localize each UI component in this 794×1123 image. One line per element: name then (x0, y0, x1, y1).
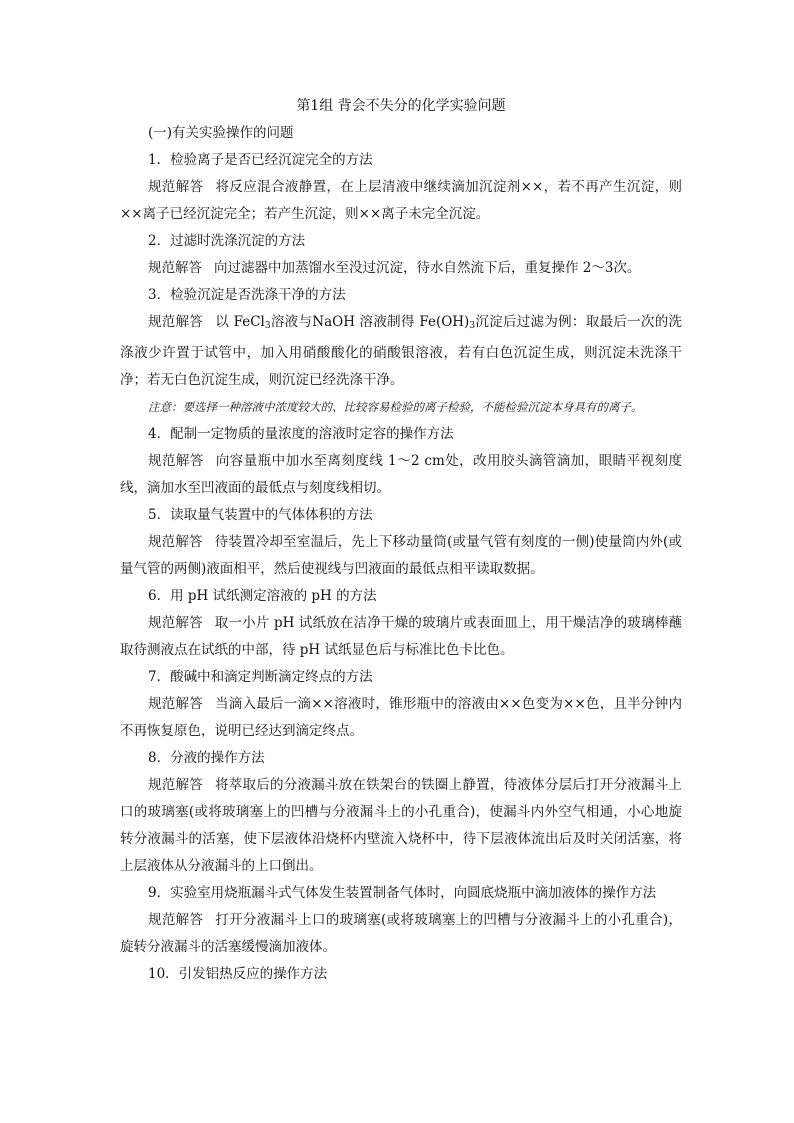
answer-text: 当滴入最后一滴××溶液时，锥形瓶中的溶液由××色变为××色，且半分钟内不再恢复原色，说明已经达到滴定终点。 (120, 696, 683, 739)
answer-text: 待装置冷却至室温后，先上下移动量筒(或量气管有刻度的一侧)使量筒内外(或量气管的两侧)液面相平，然后使视线与凹液面的最低点相平读取数据。 (120, 534, 682, 577)
answer-text: 以 FeCl (215, 314, 265, 330)
item-answer (120, 174, 682, 228)
document-content (120, 93, 682, 988)
note-text: 注意：要选择一种溶液中浓度较大的、比较容易检验的离子检验，不能检验沉淀本身具有的离子。 (148, 400, 643, 414)
answer-label: 规范解答 (148, 314, 204, 330)
answer-text: 将反应混合液静置，在上层清液中继续滴加沉淀剂××，若不再产生沉淀，则××离子已经沉淀完全；若产生沉淀，则××离子未完全沉淀。 (120, 179, 683, 222)
item-heading: 6．用 pH 试纸测定溶液的 pH 的方法 (148, 588, 377, 604)
page-title: 第1组 背会不失分的化学实验问题 (296, 98, 506, 114)
answer-label: 规范解答 (148, 615, 203, 631)
answer-text: 取一小片 pH 试纸放在洁净干燥的玻璃片或表面皿上，用干燥洁净的玻璃棒蘸取待测液点在试纸的中部，待 pH 试纸显色后与标准比色卡比色。 (120, 615, 683, 658)
item-answer (120, 610, 682, 664)
item-heading: 5．读取量气装置中的气体体积的方法 (148, 507, 373, 523)
answer-label: 规范解答 (148, 453, 204, 469)
item-heading: 9．实验室用烧瓶漏斗式气体发生装置制备气体时，向圆底烧瓶中滴加液体的操作方法 (148, 885, 657, 901)
answer-label: 规范解答 (148, 777, 203, 793)
item-heading: 1．检验离子是否已经沉淀完全的方法 (148, 152, 373, 168)
item-answer (120, 529, 682, 583)
answer-text: 沉淀后过滤为例：取最后一次的洗涤液少许置于试管中，加入用硝酸酸化的硝酸银溶液，若有白色沉淀生成，则沉淀未洗涤干净；若无白色沉淀生成，则沉淀已经洗涤干净。 (120, 314, 683, 388)
item-answer (120, 907, 682, 961)
answer-label: 规范解答 (148, 912, 204, 928)
item-answer (120, 772, 682, 880)
item-answer (120, 309, 682, 394)
item-heading: 10．引发铝热反应的操作方法 (148, 966, 328, 982)
subscript: 3 (264, 321, 271, 331)
answer-label: 规范解答 (148, 696, 203, 712)
answer-label: 规范解答 (148, 534, 203, 550)
answer-text: 打开分液漏斗上口的玻璃塞(或将玻璃塞上的凹槽与分液漏斗上的小孔重合)，旋转分液漏斗的活塞缓慢滴加液体。 (120, 912, 682, 955)
item-heading: 4．配制一定物质的量浓度的溶液时定容的操作方法 (148, 426, 454, 442)
answer-text: 向容量瓶中加水至离刻度线 1～2 cm处，改用胶头滴管滴加，眼睛平视刻度线，滴加水至凹液面的最低点与刻度线相切。 (120, 453, 683, 496)
section-heading: (一)有关实验操作的问题 (148, 125, 294, 141)
item-answer (120, 255, 682, 282)
answer-text: 向过滤器中加蒸馏水至没过沉淀，待水自然流下后，重复操作 2～3次。 (214, 260, 641, 276)
item-heading: 2．过滤时洗涤沉淀的方法 (148, 233, 306, 249)
item-answer (120, 691, 682, 745)
answer-text: 溶液与NaOH 溶液制得 Fe(OH) (270, 314, 470, 330)
item-heading: 7．酸碱中和滴定判断滴定终点的方法 (148, 669, 373, 685)
item-heading: 8．分液的操作方法 (148, 750, 265, 766)
item-heading: 3．检验沉淀是否洗涤干净的方法 (148, 287, 346, 303)
answer-label: 规范解答 (148, 260, 202, 276)
subscript: 3 (469, 321, 476, 331)
answer-text: 将萃取后的分液漏斗放在铁架台的铁圈上静置，待液体分层后打开分液漏斗上口的玻璃塞(或将玻璃塞上的凹槽与分液漏斗上的小孔重合)，使漏斗内外空气相通，小心地旋转分液漏斗的活塞，使下层液体沿烧杯内壁流入烧杯中，待下层液体流出后及时关闭活塞，将上层液体从分液漏斗的上口倒出。 (120, 777, 683, 874)
item-answer (120, 448, 682, 502)
answer-label: 规范解答 (148, 179, 204, 195)
